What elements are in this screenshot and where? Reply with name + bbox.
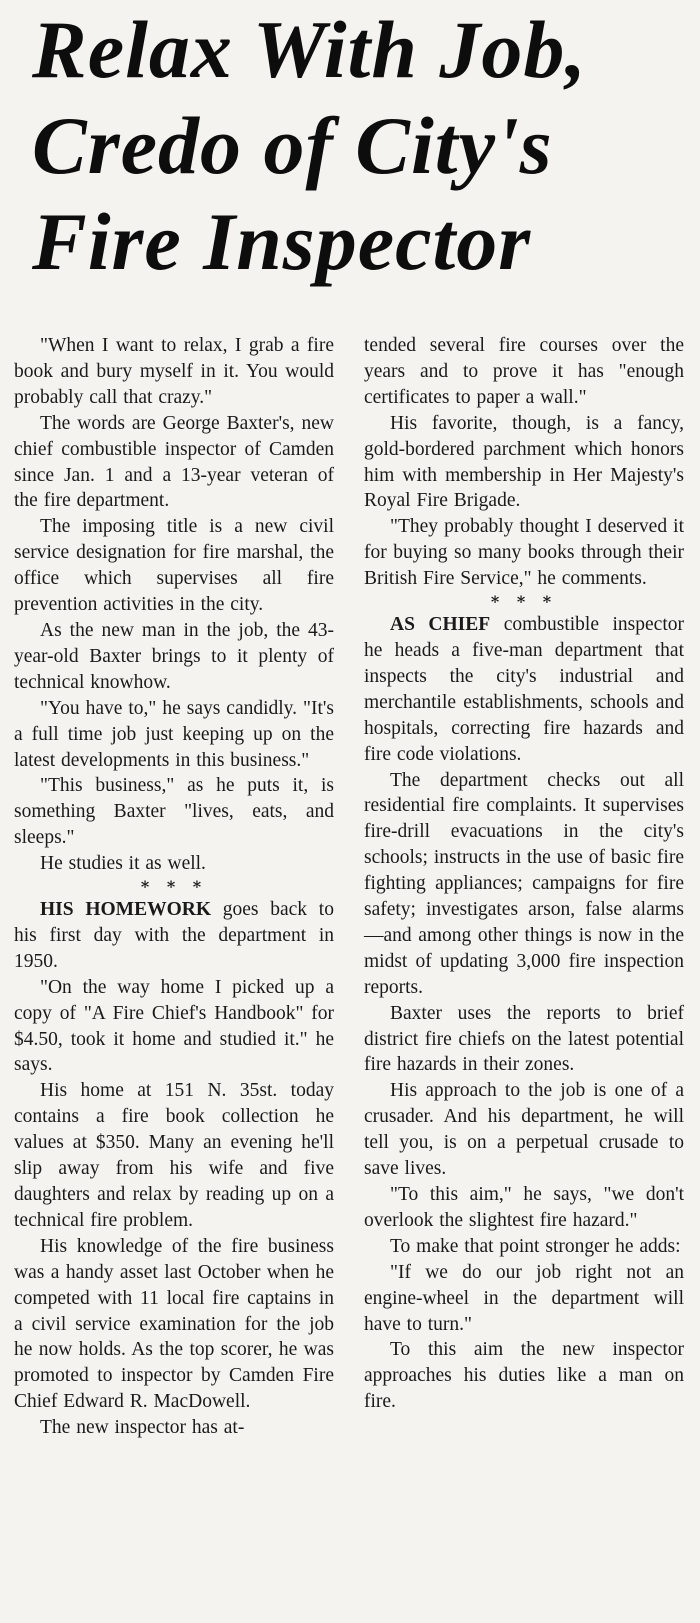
headline xyxy=(18,2,684,290)
section-separator: * * * xyxy=(490,592,558,612)
lead-text: goes back to his first day with the department in 1950. xyxy=(14,899,334,972)
paragraph xyxy=(14,897,334,975)
paragraph: To this aim the new inspector approaches his duties like a man on fire. xyxy=(364,1339,684,1413)
paragraph: "To this aim," he says, "we don't overlook the slightest fire hazard." xyxy=(364,1184,684,1231)
headline-line-1: Relax With Job, xyxy=(32,4,587,95)
paragraph: "When I want to relax, I grab a fire book and bury myself in it. You would probably call that crazy." xyxy=(14,335,334,408)
paragraph: The department checks out all residential fire complaints. It supervises fire-drill evacuations in the city's schools; instructs in the use of basic fire fighting appliances; campaigns for fire safety; investigates arson, false alarms—and among other things is now in the midst of updating 3,000 fire inspection reports. xyxy=(364,769,684,998)
paragraph: His knowledge of the fire business was a handy asset last October when he competed with 11 local fire captains in a civil service examination for the job he now holds. As the top scorer, he was promoted to inspector by Camden Fire Chief Edward R. MacDowell. xyxy=(14,1235,334,1413)
paragraph: The new inspector has at- xyxy=(40,1417,245,1439)
lead-in: AS CHIEF xyxy=(390,614,491,636)
paragraph: The imposing title is a new civil service designation for fire marshal, the office which supervises all fire prevention activities in the city. xyxy=(14,516,334,616)
section-separator: * * * xyxy=(140,877,208,897)
paragraph: "You have to," he says candidly. "It's a full time job just keeping up on the latest developments in this business." xyxy=(14,697,334,771)
paragraph: His home at 151 N. 35st. today contains a fire book collection he values at $350. Many an evening he'll slip away from his wife and five daughters and relax by reading up on a technical fire problem. xyxy=(14,1080,334,1231)
paragraph: "They probably thought I deserved it for buying so many books through their British Fire Service," he comments. xyxy=(364,516,684,590)
left-column xyxy=(14,333,334,1441)
paragraph-continued: tended several fire courses over the years and to prove it has "enough certificates to paper a wall." xyxy=(364,335,684,408)
paragraph: "If we do our job right not an engine-wheel in the department will have to turn." xyxy=(364,1261,684,1335)
paragraph: The words are George Baxter's, new chief combustible inspector of Camden since Jan. 1 and a 13-year veteran of the fire department. xyxy=(14,412,334,512)
headline-line-3: Fire Inspector xyxy=(32,196,532,287)
headline-line-2: Credo of City's xyxy=(32,100,553,191)
article-body xyxy=(14,333,684,1441)
paragraph: To make that point stronger he adds: xyxy=(390,1235,681,1257)
paragraph: As the new man in the job, the 43-year-old Baxter brings to it plenty of technical knowhow. xyxy=(14,619,334,693)
paragraph: Baxter uses the reports to brief district fire chiefs on the latest potential fire hazards in their zones. xyxy=(364,1002,684,1076)
paragraph: His favorite, though, is a fancy, gold-bordered parchment which honors him with membership in Her Majesty's Royal Fire Brigade. xyxy=(364,412,684,512)
lead-text: combustible inspector he heads a five-man department that inspects the city's industrial and merchantile establishments, schools and hospitals, correcting fire hazards and fire code violations. xyxy=(364,614,684,765)
paragraph: His approach to the job is one of a crusader. And his department, he will tell you, is on a perpetual crusade to save lives. xyxy=(364,1080,684,1180)
right-column xyxy=(354,333,684,1441)
paragraph: "This business," as he puts it, is something Baxter "lives, eats, and sleeps." xyxy=(14,775,334,849)
paragraph: He studies it as well. xyxy=(40,853,206,875)
paragraph xyxy=(364,612,684,767)
lead-in: HIS HOMEWORK xyxy=(40,899,212,921)
paragraph: "On the way home I picked up a copy of "A Fire Chief's Handbook" for $4.50, took it home and studied it." he says. xyxy=(14,976,334,1076)
